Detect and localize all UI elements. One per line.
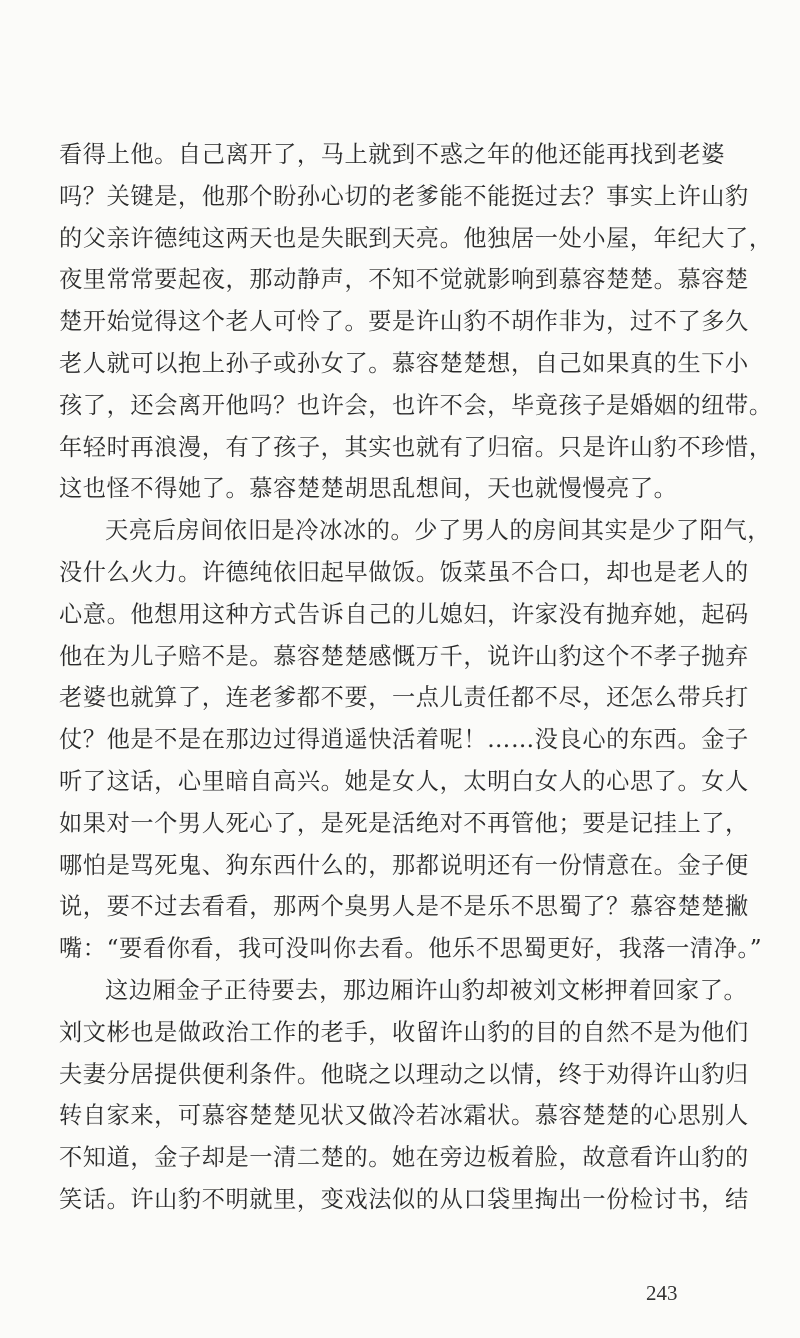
- text-line: 没什么火力。许德纯依旧起早做饭。饭菜虽不合口，却也是老人的: [59, 558, 749, 586]
- text-line: 看得上他。自己离开了，马上就到不惑之年的他还能再找到老婆: [59, 141, 726, 168]
- text-line: 笑话。许山豹不明就里，变戏法似的从口袋里掏出一份检讨书，结: [59, 1185, 749, 1213]
- text-line: 老人就可以抱上孙子或孙女了。慕容楚楚想，自己如果真的生下小: [59, 349, 749, 377]
- text-line: 老婆也就算了，连老爹都不要，一点儿责任都不尽，还怎么带兵打: [59, 684, 749, 712]
- text-line: 说，要不过去看看，那两个臭男人是不是乐不思蜀了？慕容楚楚撇: [59, 893, 749, 921]
- paragraph-first-line: 这边厢金子正待要去，那边厢许山豹却被刘文彬押着回家了。: [105, 976, 748, 1004]
- text-line: 心意。他想用这种方式告诉自己的儿媳妇，许家没有抛弃她，起码: [59, 600, 749, 628]
- text-line: 孩了，还会离开他吗？也许会，也许不会，毕竟孩子是婚姻的纽带。: [59, 391, 773, 419]
- paragraph-first-line: 天亮后房间依旧是冷冰冰的。少了男人的房间其实是少了阳气，: [105, 517, 772, 545]
- body-text: [59, 134, 773, 1221]
- text-line: 楚开始觉得这个老人可怜了。要是许山豹不胡作非为，过不了多久: [59, 308, 749, 336]
- text-line: 夫妻分居提供便利条件。他晓之以理动之以情，终于劝得许山豹归: [59, 1060, 749, 1088]
- text-line: 转自家来，可慕容楚楚见状又做冷若冰霜状。慕容楚楚的心思别人: [59, 1102, 749, 1130]
- text-line: 夜里常常要起夜，那动静声，不知不觉就影响到慕容楚楚。慕容楚: [59, 266, 749, 294]
- text-line: 这也怪不得她了。慕容楚楚胡思乱想间，天也就慢慢亮了。: [59, 475, 678, 503]
- text-line: 如果对一个男人死心了，是死是活绝对不再管他；要是记挂上了，: [59, 809, 749, 837]
- text-line: 他在为儿子赔不是。慕容楚楚感慨万千，说许山豹这个不孝子抛弃: [59, 642, 749, 670]
- text-line: 哪怕是骂死鬼、狗东西什么的，那都说明还有一份情意在。金子便: [59, 851, 749, 879]
- text-line: 不知道，金子却是一清二楚的。她在旁边板着脸，故意看许山豹的: [59, 1144, 749, 1172]
- page-number: 243: [646, 1281, 678, 1305]
- text-line: 嘴：“要看你看，我可没叫你去看。他乐不思蜀更好，我落一清净。”: [59, 935, 763, 963]
- text-line: 刘文彬也是做政治工作的老手，收留许山豹的目的自然不是为他们: [59, 1018, 749, 1046]
- text-line: 吗？关键是，他那个盼孙心切的老爹能不能挺过去？事实上许山豹: [59, 182, 749, 210]
- text-line: 的父亲许德纯这两天也是失眠到天亮。他独居一处小屋，年纪大了，: [59, 224, 773, 252]
- text-line: 年轻时再浪漫，有了孩子，其实也就有了归宿。只是许山豹不珍惜，: [59, 433, 773, 461]
- text-line: 仗？他是不是在那边过得逍遥快活着呢！……没良心的东西。金子: [59, 726, 749, 754]
- text-line: 听了这话，心里暗自高兴。她是女人，太明白女人的心思了。女人: [59, 767, 749, 795]
